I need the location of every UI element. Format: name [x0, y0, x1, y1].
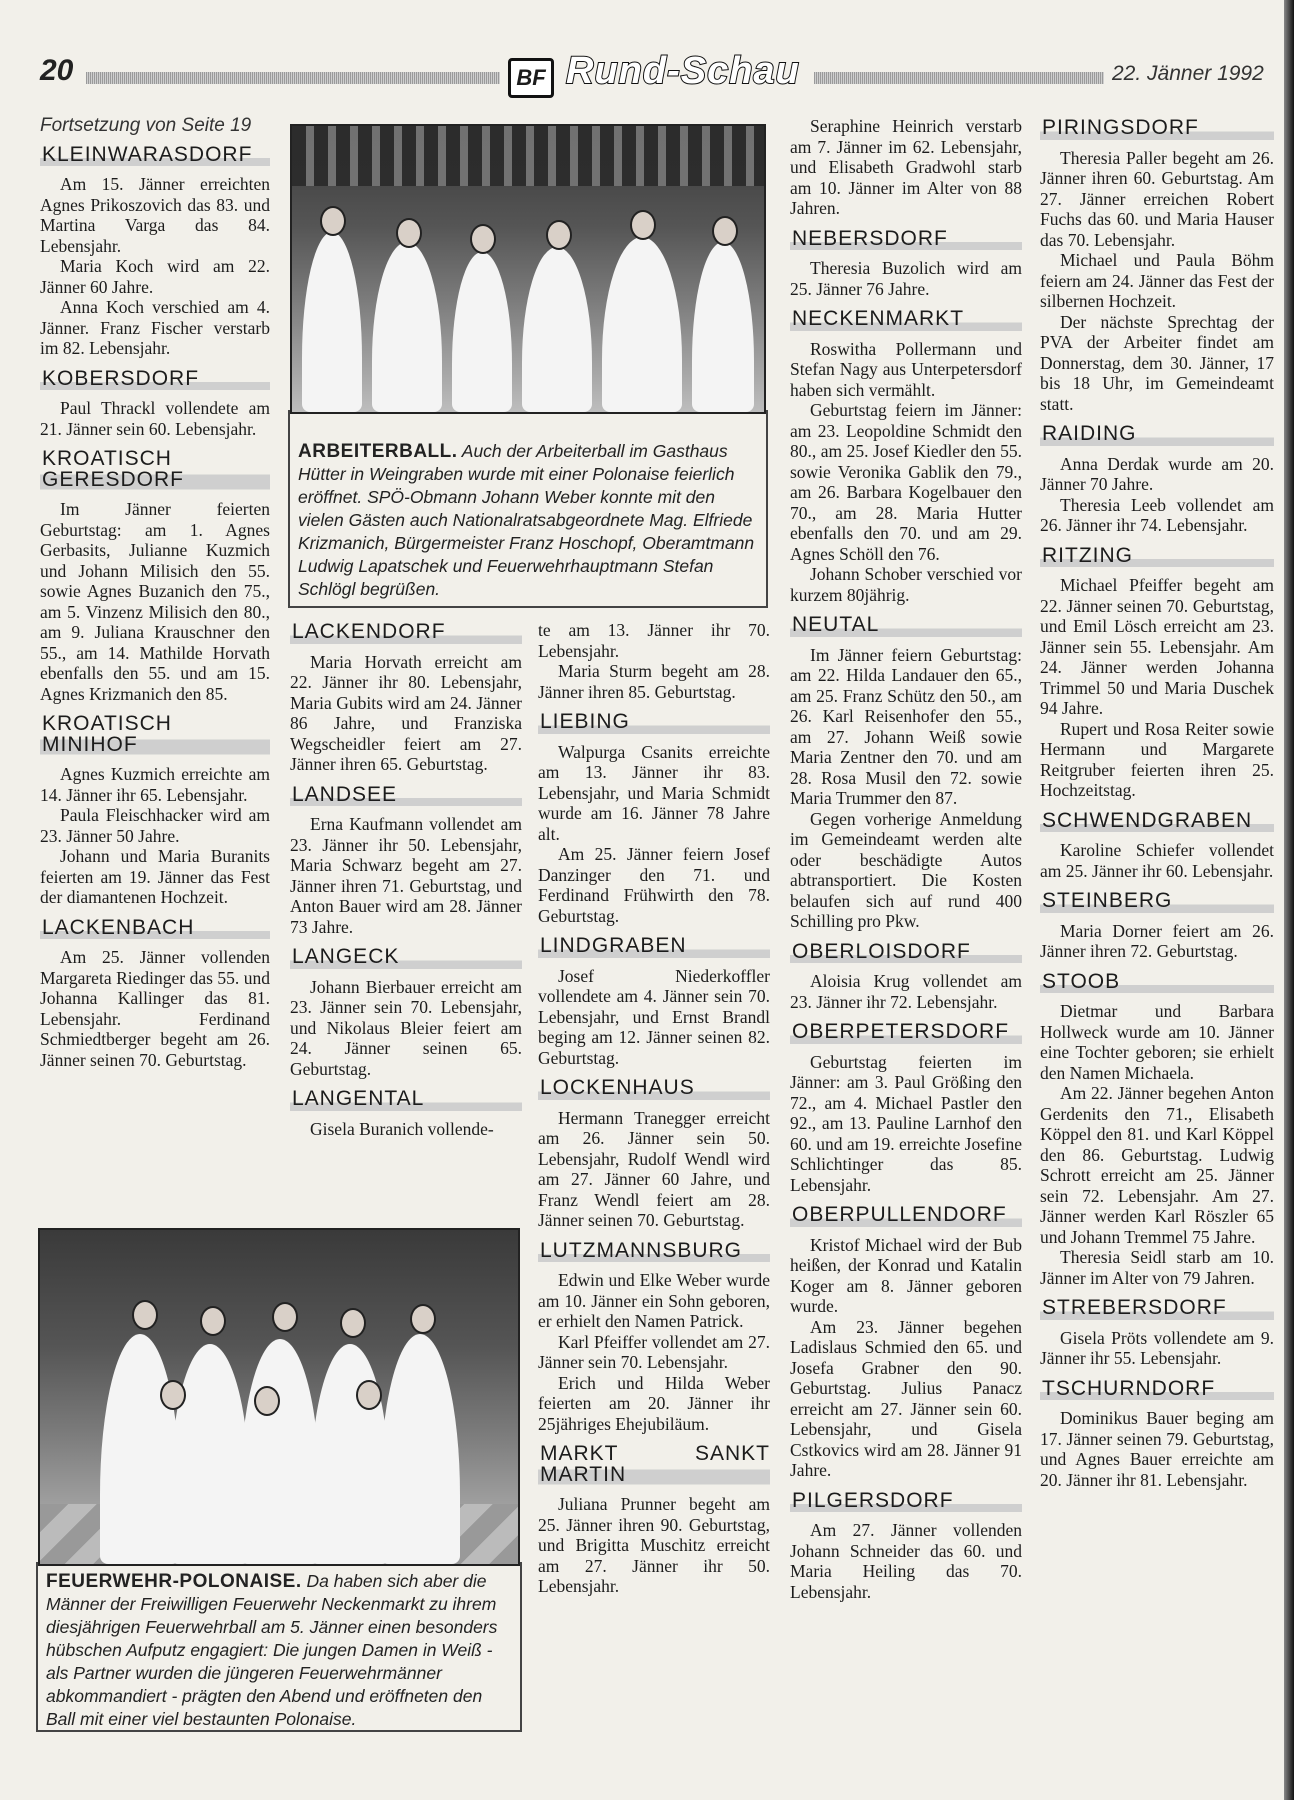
section-heading: LANGENTAL: [290, 1087, 522, 1113]
article-section: [790, 307, 1022, 605]
article-paragraph: Geburtstag feierten im Jänner: am 3. Paul Größing den 72., am 4. Michael Pastler den 92., am 13. Pauline Larnhof den 60. und am 19. erreichte Josefine Schlichtinger das 85. Lebensjahr.: [790, 1051, 1022, 1195]
article-section: [790, 613, 1022, 932]
article-section: [1040, 970, 1274, 1289]
section-heading: MARKT SANKT MARTIN: [538, 1442, 770, 1488]
article-paragraph: Im Jänner feierten Geburtstag: am 1. Agnes Gerbasits, Julianne Kuzmich und Johann Milisich den 55. sowie Agnes Buzanich den 75., am 5. Vinzenz Milisich den 80., am 9. Juliana Krauschner den 55., am 14. Mathilde Horvath ebenfalls den 55. und am 15. Agnes Krizmanich den 85.: [40, 499, 270, 704]
article-paragraph: Paul Thrackl vollendete am 21. Jänner sein 60. Lebensjahr.: [40, 398, 270, 439]
section-heading: LUTZMANNSBURG: [538, 1239, 770, 1265]
article-section: [538, 1442, 770, 1597]
article-section: [790, 940, 1022, 1013]
article-paragraph: Erich und Hilda Weber feierten am 20. Jänner ihr 25jähriges Ehejubiläum.: [538, 1372, 770, 1434]
section-heading: KROATISCH MINIHOF: [40, 712, 270, 758]
article-paragraph: Anna Koch verschied am 4. Jänner. Franz Fischer verstarb im 82. Lebensjahr.: [40, 297, 270, 358]
article-section: [1040, 809, 1274, 882]
section-heading: STREBERSDORF: [1040, 1296, 1274, 1322]
article-paragraph: Hermann Tranegger erreicht am 26. Jänner sein 50. Lebensjahr, Rudolf Wendl wird am 27. Jänner 60 Jahre, und Franz Wendl feiert am 28. Jänner seinen 70. Geburtstag.: [538, 1107, 770, 1230]
page-number: 20: [40, 54, 74, 87]
article-paragraph: Am 25. Jänner feiern Josef Danzinger den 71. und Ferdinand Frühwirth den 78. Geburtstag.: [538, 844, 770, 926]
article-paragraph: Gegen vorherige Anmeldung im Gemeindeamt werden alte oder beschädigte Autos abtransportiert. Die Kosten belaufen sich auf rund 400 Schilling pro Pkw.: [790, 808, 1022, 931]
section-heading: STEINBERG: [1040, 889, 1274, 915]
article-paragraph: te am 13. Jänner ihr 70. Lebensjahr.: [538, 620, 770, 661]
article-paragraph: Gisela Buranich vollende-: [310, 1118, 494, 1139]
article-paragraph: Maria Dorner feiert am 26. Jänner ihren 72. Geburtstag.: [1040, 920, 1274, 961]
column-1: [40, 116, 270, 1078]
article-section: [1040, 1296, 1274, 1369]
article-paragraph: Der nächste Sprechtag der PVA der Arbeiter findet am Donnerstag, dem 30. Jänner, 17 bis 18 Uhr, im Gemeindeamt statt.: [1040, 311, 1274, 414]
logo-initials: BF: [508, 58, 554, 98]
column-5: [1040, 116, 1274, 1498]
logo-name: Rund-Schau: [566, 50, 800, 92]
article-section: [538, 1076, 770, 1231]
caption-arbeiterball: [298, 440, 758, 601]
article-paragraph: Erna Kaufmann vollendet am 23. Jänner ihr 50. Lebensjahr, Maria Schwarz begeht am 27. Jänner ihren 71. Geburtstag, und Anton Bauer wird am 28. Jänner 73 Jahre.: [290, 814, 522, 937]
caption-feuerwehr: [46, 1570, 508, 1731]
article-section: [290, 620, 522, 775]
article-section: [790, 116, 1022, 219]
article-paragraph: Agnes Kuzmich erreichte am 14. Jänner ihr 65. Lebensjahr.: [40, 764, 270, 805]
article-section: [538, 1239, 770, 1435]
section-heading: RITZING: [1040, 544, 1274, 570]
section-heading: KOBERSDORF: [40, 367, 270, 393]
article-paragraph: Theresia Paller begeht am 26. Jänner ihren 60. Geburtstag. Am 27. Jänner erreichen Robert Fuchs das 60. und Maria Hauser das 70. Lebensjahr.: [1040, 147, 1274, 250]
section-heading: PIRINGSDORF: [1040, 116, 1274, 142]
article-paragraph: Johann Bierbauer erreicht am 23. Jänner sein 70. Lebensjahr, und Nikolaus Bleier feiert am 24. Jänner seinen 65. Geburtstag.: [290, 976, 522, 1079]
article-paragraph: Josef Niederkoffler vollendete am 4. Jänner sein 70. Lebensjahr, und Ernst Brandl beging am 12. Jänner seinen 82. Geburtstag.: [538, 965, 770, 1068]
photo-arbeiterball: [290, 124, 766, 414]
section-heading: LINDGRABEN: [538, 934, 770, 960]
article-paragraph: Johann Schober verschied vor kurzem 80jährig.: [790, 564, 1022, 605]
article-section: [790, 1489, 1022, 1603]
article-paragraph: Maria Koch wird am 22. Jänner 60 Jahre.: [40, 256, 270, 297]
section-heading: LACKENBACH: [40, 916, 270, 942]
article-section: [40, 916, 270, 1071]
article-paragraph: Michael und Paula Böhm feiern am 24. Jänner das Fest der silbernen Hochzeit.: [1040, 250, 1274, 311]
section-heading: PILGERSDORF: [790, 1489, 1022, 1515]
photo-feuerwehr-polonaise: [38, 1228, 520, 1566]
section-heading: RAIDING: [1040, 422, 1274, 448]
article-paragraph: Edwin und Elke Weber wurde am 10. Jänner ein Sohn geboren, er erhielt den Namen Patrick.: [538, 1270, 770, 1331]
article-section: [40, 447, 270, 704]
section-heading: LIEBING: [538, 710, 770, 736]
section-heading: OBERPULLENDORF: [790, 1203, 1022, 1229]
section-heading: SCHWENDGRABEN: [1040, 809, 1274, 835]
article-paragraph: Am 23. Jänner begehen Ladislaus Schmied den 65. und Josefa Grabner den 90. Geburtstag. Julius Panacz erreicht am 27. Jänner sein 60. Lebensjahr, und Gisela Cstkovics wird am 28. Jänner 91 Jahre.: [790, 1316, 1022, 1480]
caption-title: ARBEITERBALL.: [298, 441, 458, 462]
article-section: [290, 1087, 522, 1139]
article-paragraph: Johann und Maria Buranits feierten am 19. Jänner das Fest der diamantenen Hochzeit.: [40, 846, 270, 907]
section-heading: NEBERSDORF: [790, 227, 1022, 253]
article-section: [790, 1203, 1022, 1481]
article-paragraph: Paula Fleischhacker wird am 23. Jänner 50 Jahre.: [40, 805, 270, 846]
article-section: [538, 934, 770, 1068]
article-paragraph: Im Jänner feiern Geburtstag: am 22. Hilda Landauer den 65., am 25. Franz Schütz den 50., am 26. Karl Reisenhofer den 55., am 27. Johann Weiß sowie Maria Zentner den 70. und am 28. Rosa Musil den 72. sowie Maria Trummer den 87.: [790, 644, 1022, 808]
article-paragraph: Theresia Buzolich wird am 25. Jänner 76 Jahre.: [790, 258, 1022, 299]
article-paragraph: Seraphine Heinrich verstarb am 7. Jänner im 62. Lebensjahr, und Elisabeth Gradwohl starb am 10. Jänner im Alter von 88 Jahren.: [790, 116, 1022, 218]
article-section: [538, 710, 770, 926]
header-rule-left: [86, 72, 500, 84]
section-heading: LANGECK: [290, 945, 522, 971]
article-paragraph: Maria Sturm begeht am 28. Jänner ihren 85. Geburtstag.: [538, 661, 770, 702]
article-paragraph: Am 25. Jänner vollenden Margareta Riedinger das 55. und Johanna Kallinger das 81. Lebensjahr. Ferdinand Schmiedtberger begeht am 26. Jänner seinen 70. Geburtstag.: [40, 947, 270, 1070]
article-section: [1040, 1377, 1274, 1491]
article-paragraph: Geburtstag feiern im Jänner: am 23. Leopoldine Schmidt den 80., am 25. Josef Kiedler den 55. sowie Veronika Gablik den 79., am 26. Barbara Kogelbauer den 70., am 28. Maria Hutter ebenfalls den 70. und am 29. Agnes Schöll den 76.: [790, 400, 1022, 564]
article-section: [290, 783, 522, 938]
article-section: [1040, 116, 1274, 414]
article-paragraph: Am 27. Jänner vollenden Johann Schneider das 60. und Maria Heiling das 70. Lebensjahr.: [790, 1520, 1022, 1602]
article-paragraph: Juliana Prunner begeht am 25. Jänner ihren 90. Geburtstag, und Brigitta Muschitz erreicht am 27. Jänner ihr 50. Lebensjahr.: [538, 1494, 770, 1596]
section-heading: LOCKENHAUS: [538, 1076, 770, 1102]
article-paragraph: Am 22. Jänner begehen Anton Gerdenits den 71., Elisabeth Köppel den 81. und Karl Köppel den 86. Geburtstag. Ludwig Schrott erreicht am 25. Jänner sein 72. Lebensjahr. Am 27. Jänner werden Karl Röszler 65 und Johann Tremmel 75 Jahre.: [1040, 1083, 1274, 1247]
header-rule-right: [814, 72, 1104, 84]
section-heading: OBERPETERSDORF: [790, 1020, 1022, 1046]
section-heading: NECKENMARKT: [790, 307, 1022, 333]
article-paragraph: Am 15. Jänner erreichten Agnes Prikoszovich das 83. und Martina Varga das 84. Lebensjahr.: [40, 174, 270, 256]
article-section: [790, 1020, 1022, 1195]
article-section: [1040, 889, 1274, 962]
article-paragraph: Maria Horvath erreicht am 22. Jänner ihr 80. Lebensjahr, Maria Gubits wird am 24. Jänner 86 Jahre, und Franziska Wegscheidler feiert am 27. Jänner ihren 65. Geburtstag.: [290, 651, 522, 774]
section-heading: KROATISCH GERESDORF: [40, 447, 270, 493]
column-4: [790, 116, 1022, 1610]
article-paragraph: Karl Pfeiffer vollendet am 27. Jänner sein 70. Lebensjahr.: [538, 1331, 770, 1372]
section-heading: OBERLOISDORF: [790, 940, 1022, 966]
caption-text: Auch der Arbeiterball im Gasthaus Hütter in Weingraben wurde mit einer Polonaise feierlich eröffnet. SPÖ-Obmann Johann Weber konnte mit den vielen Gästen auch Nationalratsabgeordnete Mag. Elfriede Krizmanich, Bürgermeister Franz Hoschopf, Oberamtmann Ludwig Lapatschek und Feuerwehrhauptmann Stefan Schlögl begrüßen.: [298, 441, 755, 599]
article-paragraph: Aloisia Krug vollendet am 23. Jänner ihr 72. Lebensjahr.: [790, 971, 1022, 1012]
article-paragraph: Dietmar und Barbara Hollweck wurde am 10. Jänner eine Tochter geboren; sie erhielt den Namen Michaela.: [1040, 1001, 1274, 1083]
article-paragraph: Karoline Schiefer vollendet am 25. Jänner ihr 60. Lebensjahr.: [1040, 840, 1274, 881]
section-heading: NEUTAL: [790, 613, 1022, 639]
caption-text: Da haben sich aber die Männer der Freiwilligen Feuerwehr Neckenmarkt zu ihrem diesjährigen Feuerwehrball am 5. Jänner einen besonders hübschen Aufputz engagiert: Die jungen Damen in Weiß - als Partner wurden die jüngeren Feuerwehrmänner abkommandiert - prägten den Abend und eröffneten den Ball mit einer viel bestaunten Polonaise.: [46, 1571, 498, 1729]
article-paragraph: Kristof Michael wird der Bub heißen, der Konrad und Katalin Koger am 8. Jänner geboren wurde.: [790, 1234, 1022, 1316]
section-heading: STOOB: [1040, 970, 1274, 996]
article-paragraph: Gisela Pröts vollendete am 9. Jänner ihr 55. Lebensjahr.: [1040, 1327, 1274, 1368]
page-binding-edge: [1284, 0, 1294, 1800]
column-3: [538, 620, 770, 1605]
article-paragraph: Theresia Leeb vollendet am 26. Jänner ihr 74. Lebensjahr.: [1040, 494, 1274, 535]
article-section: [1040, 422, 1274, 536]
article-paragraph: Walpurga Csanits erreichte am 13. Jänner ihr 83. Lebensjahr, und Maria Schmidt wurde am 16. Jänner 78 Jahre alt.: [538, 741, 770, 844]
article-paragraph: Anna Derdak wurde am 20. Jänner 70 Jahre.: [1040, 453, 1274, 494]
article-section: [40, 143, 270, 359]
article-paragraph: Roswitha Pollermann und Stefan Nagy aus Unterpetersdorf haben sich vermählt.: [790, 338, 1022, 400]
section-heading: KLEINWARASDORF: [40, 143, 270, 169]
article-section: [40, 367, 270, 440]
article-section: [1040, 544, 1274, 801]
article-paragraph: Rupert und Rosa Reiter sowie Hermann und Margarete Reitgruber feierten ihren 25. Hochzeitstag.: [1040, 718, 1274, 800]
article-paragraph: Michael Pfeiffer begeht am 22. Jänner seinen 70. Geburtstag, und Emil Lösch erreicht am 23. Jänner sein 55. Lebensjahr. Am 24. Jänner werden Johanna Trimmel 50 und Maria Duschek 94 Jahre.: [1040, 575, 1274, 718]
article-section: [290, 945, 522, 1079]
issue-date: 22. Jänner 1992: [1112, 62, 1264, 85]
article-section: [790, 227, 1022, 300]
caption-title: FEUERWEHR-POLONAISE.: [46, 1571, 302, 1592]
section-heading: TSCHURNDORF: [1040, 1377, 1274, 1403]
article-paragraph: Theresia Seidl starb am 10. Jänner im Alter von 79 Jahren.: [1040, 1247, 1274, 1288]
column-2: [290, 620, 522, 1147]
continuation-note: Fortsetzung von Seite 19: [40, 115, 252, 136]
section-heading: LACKENDORF: [290, 620, 522, 646]
article-section: [538, 620, 770, 702]
section-heading: LANDSEE: [290, 783, 522, 809]
article-paragraph: Dominikus Bauer beging am 17. Jänner seinen 79. Geburtstag, und Agnes Bauer erreichte am 20. Jänner ihr 81. Lebensjahr.: [1040, 1408, 1274, 1490]
article-section: [40, 712, 270, 908]
